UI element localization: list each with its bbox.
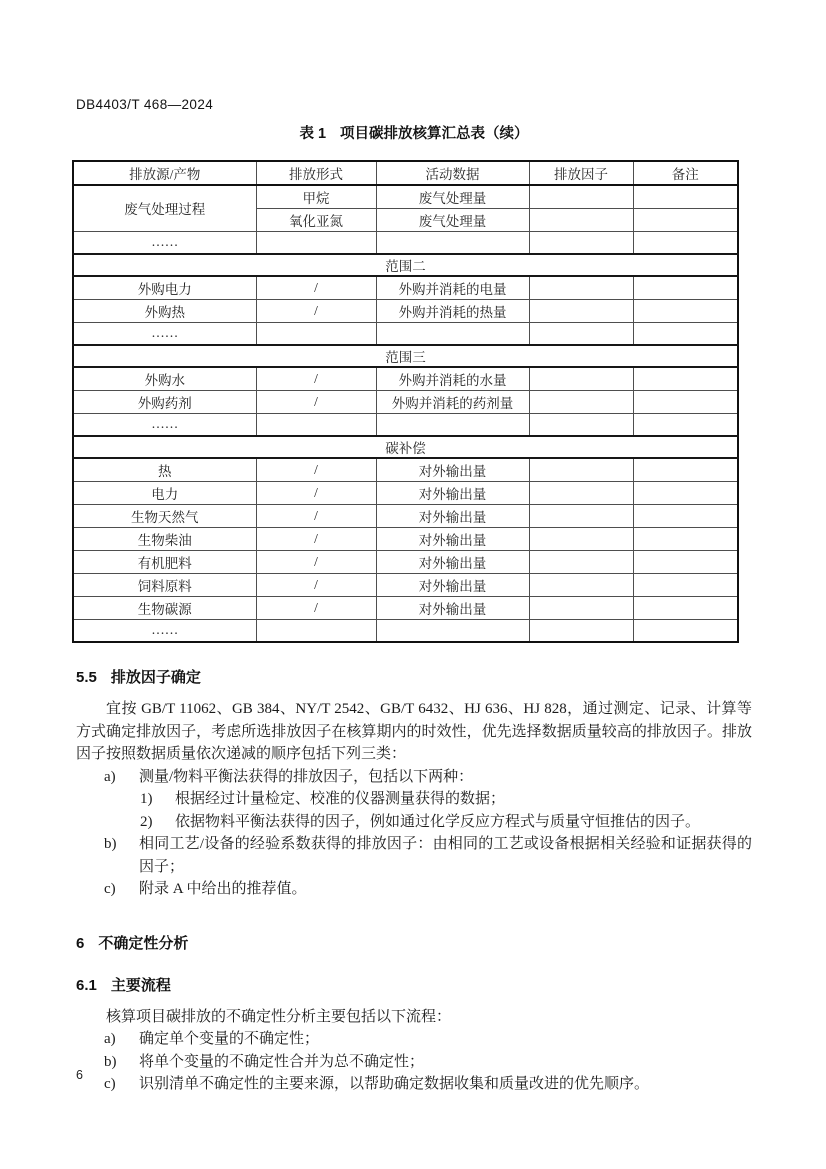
cell-source: 生物柴油 <box>73 527 256 550</box>
section-5-5-number: 5.5 <box>76 669 97 686</box>
section-6-1-number: 6.1 <box>76 976 97 994</box>
cell-emission-form <box>256 619 376 642</box>
cell-source: 饲料原料 <box>73 573 256 596</box>
section-6-1-heading <box>76 974 752 995</box>
flow-item-a <box>104 1028 752 1051</box>
cell-source: 外购电力 <box>73 276 256 299</box>
cell-emission-factor <box>529 458 633 481</box>
doc-number: DB4403/T 468—2024 <box>76 97 214 112</box>
list-subitem-1-text: 根据经过计量检定、校准的仪器测量获得的数据； <box>175 791 506 807</box>
table-row <box>73 573 738 596</box>
flow-item-c-text: 识别清单不确定性的主要来源，以帮助确定数据收集和质量改进的优先顺序。 <box>139 1076 650 1092</box>
list-subitem-1-marker: 1) <box>140 791 153 807</box>
cell-emission-factor <box>529 299 633 322</box>
list-item-a <box>104 766 752 789</box>
cell-activity-data <box>376 413 529 436</box>
section-5-5-paragraph: 宜按 GB/T 11062、GB 384、NY/T 2542、GB/T 6432、HJ 636、HJ 828，通过测定、记录、计算等方式确定排放因子，考虑所选排放因子在核算期内的时效性，优先选择数据质量较高的排放因子。排放因子按照数据质量依次递减的顺序包括下列三类： <box>76 701 752 762</box>
table-header-row <box>73 161 738 185</box>
cell-activity-data: 对外输出量 <box>376 504 529 527</box>
list-item-c-marker: c) <box>104 881 116 897</box>
table-row <box>73 481 738 504</box>
cell-source: …… <box>73 322 256 345</box>
col-header-source: 排放源/产物 <box>73 161 256 185</box>
cell-note <box>633 596 738 619</box>
cell-activity-data <box>376 619 529 642</box>
cell-source: 外购热 <box>73 299 256 322</box>
col-header-emission-factor: 排放因子 <box>529 161 633 185</box>
section-6-heading <box>76 932 752 953</box>
list-item-a-text: 测量/物料平衡法获得的排放因子，包括以下两种： <box>139 768 474 785</box>
flow-item-c <box>104 1073 752 1096</box>
cell-emission-factor <box>529 527 633 550</box>
col-header-note: 备注 <box>633 161 738 185</box>
page-number: 6 <box>76 1068 83 1082</box>
flow-item-b-marker: b) <box>104 1053 117 1070</box>
cell-source: 热 <box>73 458 256 481</box>
cell-source: 有机肥料 <box>73 550 256 573</box>
cell-emission-form: / <box>256 504 376 527</box>
section-6-1-paragraph: 核算项目碳排放的不确定性分析主要包括以下流程： <box>106 1008 452 1025</box>
cell-emission-factor <box>529 413 633 436</box>
cell-activity-data: 外购并消耗的热量 <box>376 299 529 322</box>
cell-note <box>633 185 738 208</box>
list-subitem-1 <box>140 788 752 811</box>
cell-activity-data: 对外输出量 <box>376 527 529 550</box>
flow-item-c-marker: c) <box>104 1076 116 1092</box>
cell-note <box>633 413 738 436</box>
summary-table-body <box>73 185 738 642</box>
cell-emission-factor <box>529 208 633 231</box>
cell-emission-form: 甲烷 <box>256 185 376 208</box>
cell-emission-factor <box>529 481 633 504</box>
table-row <box>73 322 738 345</box>
cell-emission-factor <box>529 573 633 596</box>
cell-emission-factor <box>529 185 633 208</box>
cell-emission-form: / <box>256 276 376 299</box>
cell-emission-form: / <box>256 550 376 573</box>
cell-activity-data <box>376 231 529 254</box>
section-6-title: 不确定性分析 <box>98 934 189 952</box>
table-row <box>73 619 738 642</box>
table-row <box>73 527 738 550</box>
cell-emission-factor <box>529 231 633 254</box>
cell-emission-factor <box>529 276 633 299</box>
cell-activity-data: 废气处理量 <box>376 208 529 231</box>
table-row <box>73 550 738 573</box>
section-6-1-list <box>76 1028 752 1096</box>
section-5-5-heading <box>76 666 752 687</box>
flow-item-b <box>104 1051 752 1074</box>
cell-note <box>633 527 738 550</box>
cell-source: …… <box>73 619 256 642</box>
cell-activity-data: 外购并消耗的药剂量 <box>376 390 529 413</box>
cell-emission-factor <box>529 596 633 619</box>
cell-emission-form: / <box>256 390 376 413</box>
section-6-number: 6 <box>76 934 85 952</box>
cell-emission-factor <box>529 322 633 345</box>
table-section-row <box>73 345 738 367</box>
cell-activity-data: 对外输出量 <box>376 458 529 481</box>
cell-note <box>633 276 738 299</box>
cell-activity-data: 外购并消耗的电量 <box>376 276 529 299</box>
section-5-5-title: 排放因子确定 <box>110 669 201 686</box>
cell-emission-factor <box>529 367 633 390</box>
table-section-row <box>73 254 738 276</box>
section-label-cell: 碳补偿 <box>73 436 738 458</box>
cell-emission-form <box>256 231 376 254</box>
cell-emission-form: 氧化亚氮 <box>256 208 376 231</box>
cell-note <box>633 322 738 345</box>
cell-emission-factor <box>529 504 633 527</box>
section-5-5-list <box>76 766 752 901</box>
table-row <box>73 458 738 481</box>
cell-note <box>633 367 738 390</box>
table-row <box>73 276 738 299</box>
cell-note <box>633 550 738 573</box>
table-row <box>73 596 738 619</box>
table-row <box>73 504 738 527</box>
cell-note <box>633 390 738 413</box>
cell-activity-data: 废气处理量 <box>376 185 529 208</box>
cell-emission-form <box>256 413 376 436</box>
list-item-b-marker: b) <box>104 836 117 852</box>
cell-source: 外购药剂 <box>73 390 256 413</box>
list-subitem-2-text: 依据物料平衡法获得的因子，例如通过化学反应方程式与质量守恒推估的因子。 <box>175 813 701 830</box>
cell-note <box>633 208 738 231</box>
cell-activity-data: 外购并消耗的水量 <box>376 367 529 390</box>
cell-source: 废气处理过程 <box>73 185 256 231</box>
cell-emission-form: / <box>256 481 376 504</box>
cell-emission-form: / <box>256 596 376 619</box>
cell-emission-form: / <box>256 367 376 390</box>
cell-note <box>633 619 738 642</box>
cell-emission-form: / <box>256 573 376 596</box>
cell-activity-data: 对外输出量 <box>376 573 529 596</box>
cell-emission-form: / <box>256 458 376 481</box>
list-item-b-text: 相同工艺/设备的经验系数获得的排放因子：由相同的工艺或设备根据相关经验和证据获得的因子； <box>139 836 752 875</box>
list-subitem-2-marker: 2) <box>140 813 153 830</box>
cell-source: …… <box>73 231 256 254</box>
table-row <box>73 185 738 208</box>
table-title-text: 项目碳排放核算汇总表（续） <box>340 126 529 142</box>
cell-emission-factor <box>529 550 633 573</box>
cell-emission-form: / <box>256 527 376 550</box>
cell-emission-factor <box>529 619 633 642</box>
cell-emission-form: / <box>256 299 376 322</box>
cell-activity-data: 对外输出量 <box>376 596 529 619</box>
col-header-activity-data: 活动数据 <box>376 161 529 185</box>
cell-emission-form <box>256 322 376 345</box>
table-row <box>73 413 738 436</box>
summary-table-head <box>73 161 738 185</box>
cell-note <box>633 231 738 254</box>
list-item-c-text: 附录 A 中给出的推荐值。 <box>139 881 307 897</box>
cell-source: 生物碳源 <box>73 596 256 619</box>
cell-note <box>633 299 738 322</box>
flow-item-b-text: 将单个变量的不确定性合并为总不确定性； <box>139 1053 425 1070</box>
section-label-cell: 范围三 <box>73 345 738 367</box>
cell-note <box>633 504 738 527</box>
cell-source: 生物天然气 <box>73 504 256 527</box>
cell-activity-data <box>376 322 529 345</box>
cell-activity-data: 对外输出量 <box>376 550 529 573</box>
cell-emission-factor <box>529 390 633 413</box>
list-item-a-marker: a) <box>104 768 116 785</box>
table-row <box>73 367 738 390</box>
table-row <box>73 231 738 254</box>
cell-activity-data: 对外输出量 <box>376 481 529 504</box>
table-section-row <box>73 436 738 458</box>
col-header-emission-form: 排放形式 <box>256 161 376 185</box>
table-title <box>76 122 752 143</box>
table-row <box>73 299 738 322</box>
flow-item-a-text: 确定单个变量的不确定性； <box>139 1031 320 1047</box>
cell-note <box>633 458 738 481</box>
cell-source: 外购水 <box>73 367 256 390</box>
table-title-label: 表 1 <box>299 126 327 142</box>
section-label-cell: 范围二 <box>73 254 738 276</box>
flow-item-a-marker: a) <box>104 1031 116 1047</box>
list-item-c <box>104 878 752 901</box>
cell-source: …… <box>73 413 256 436</box>
cell-note <box>633 573 738 596</box>
list-subitem-2 <box>140 811 752 834</box>
list-item-b <box>104 833 752 878</box>
summary-table <box>72 160 739 643</box>
cell-source: 电力 <box>73 481 256 504</box>
cell-note <box>633 481 738 504</box>
table-row <box>73 390 738 413</box>
section-6-1-title: 主要流程 <box>110 976 171 994</box>
